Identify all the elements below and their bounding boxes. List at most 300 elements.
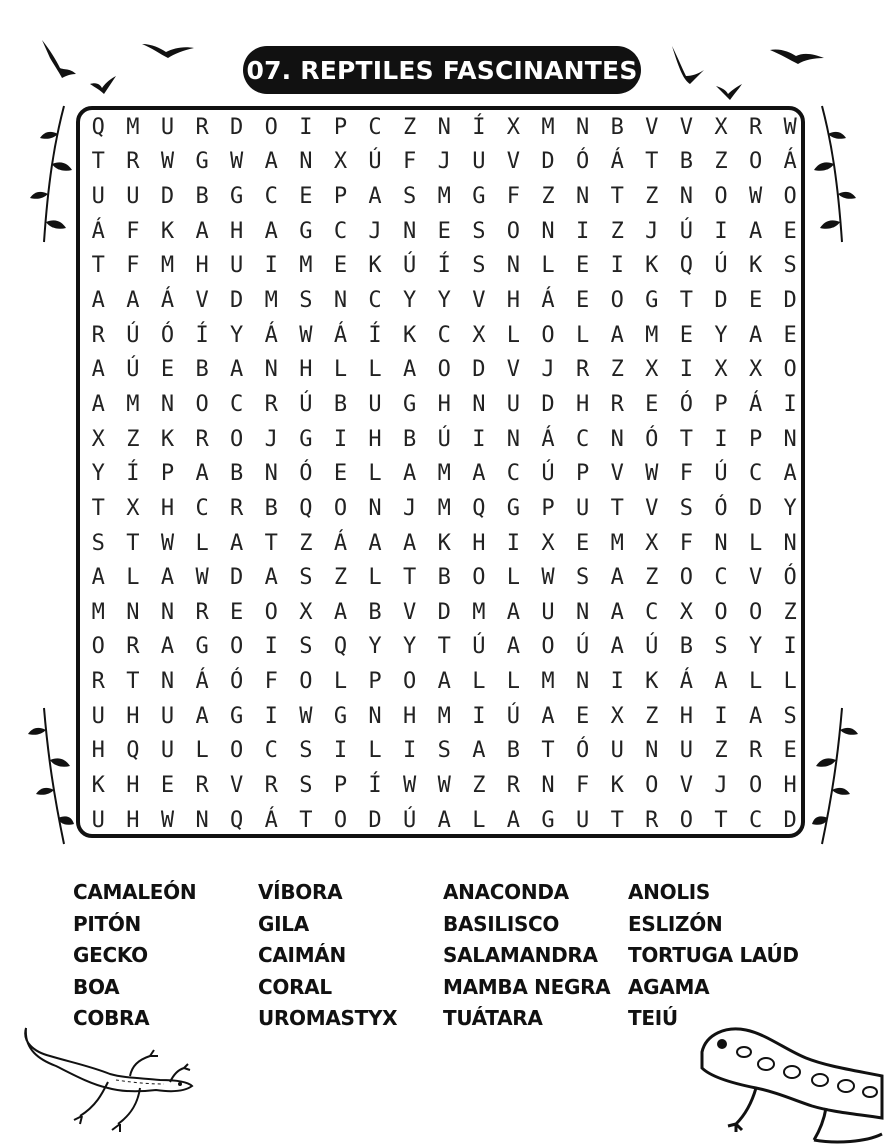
grid-cell[interactable]: O [714, 599, 728, 625]
grid-cell[interactable]: E [783, 322, 797, 348]
grid-cell[interactable]: U [679, 738, 694, 764]
grid-cell[interactable]: N [541, 772, 555, 798]
grid-cell[interactable]: Á [541, 288, 555, 314]
grid-cell[interactable]: F [679, 530, 694, 556]
grid-cell[interactable]: D [368, 807, 382, 833]
grid-cell[interactable]: N [575, 184, 590, 210]
grid-cell[interactable]: X [748, 357, 763, 383]
grid-cell[interactable]: C [264, 738, 278, 764]
grid-cell[interactable]: Q [91, 114, 105, 140]
grid-cell[interactable]: K [645, 253, 659, 279]
grid-cell[interactable]: Ó [575, 149, 590, 175]
grid-cell[interactable]: H [679, 703, 694, 729]
grid-cell[interactable]: K [160, 426, 175, 452]
grid-cell[interactable]: O [264, 599, 278, 625]
grid-cell[interactable]: U [610, 738, 624, 764]
grid-cell[interactable]: P [333, 184, 348, 210]
grid-cell[interactable]: Í [195, 322, 209, 348]
grid-cell[interactable]: I [714, 426, 728, 452]
grid-cell[interactable]: O [610, 288, 624, 314]
grid-cell[interactable]: U [160, 738, 175, 764]
grid-cell[interactable]: R [195, 426, 209, 452]
grid-cell[interactable]: I [610, 253, 624, 279]
grid-cell[interactable]: L [195, 738, 209, 764]
grid-cell[interactable]: L [195, 530, 209, 556]
grid-cell[interactable]: S [783, 703, 797, 729]
grid-cell[interactable]: U [541, 599, 555, 625]
grid-cell[interactable]: N [783, 530, 797, 556]
grid-cell[interactable]: Ú [299, 391, 313, 417]
grid-cell[interactable]: M [610, 530, 624, 556]
grid-cell[interactable]: A [610, 565, 624, 591]
grid-cell[interactable]: D [437, 599, 451, 625]
grid-cell[interactable]: N [541, 218, 555, 244]
grid-cell[interactable]: S [299, 565, 313, 591]
grid-cell[interactable]: N [575, 114, 590, 140]
grid-cell[interactable]: I [575, 218, 590, 244]
grid-cell[interactable]: R [506, 772, 521, 798]
grid-cell[interactable]: A [91, 288, 105, 314]
grid-cell[interactable]: S [472, 218, 486, 244]
grid-cell[interactable]: V [230, 772, 244, 798]
grid-cell[interactable]: W [195, 565, 209, 591]
grid-cell[interactable]: J [264, 426, 278, 452]
grid-cell[interactable]: W [160, 807, 175, 833]
grid-cell[interactable]: Á [264, 322, 278, 348]
grid-cell[interactable]: X [126, 495, 140, 521]
grid-cell[interactable]: K [610, 772, 624, 798]
grid-cell[interactable]: B [230, 461, 244, 487]
grid-cell[interactable]: F [126, 253, 140, 279]
grid-cell[interactable]: R [748, 738, 763, 764]
grid-cell[interactable]: L [126, 565, 140, 591]
grid-cell[interactable]: A [610, 599, 624, 625]
grid-cell[interactable]: P [575, 461, 590, 487]
grid-cell[interactable]: Á [264, 807, 278, 833]
grid-cell[interactable]: L [368, 738, 382, 764]
grid-cell[interactable]: Y [403, 288, 417, 314]
grid-cell[interactable]: N [126, 599, 140, 625]
grid-cell[interactable]: Ú [679, 218, 694, 244]
grid-cell[interactable]: Z [472, 772, 486, 798]
grid-cell[interactable]: R [264, 772, 278, 798]
grid-cell[interactable]: V [679, 114, 694, 140]
grid-cell[interactable]: A [368, 530, 382, 556]
grid-cell[interactable]: R [195, 772, 209, 798]
grid-cell[interactable]: Í [126, 461, 140, 487]
grid-cell[interactable]: K [437, 530, 451, 556]
grid-cell[interactable]: A [195, 218, 209, 244]
grid-cell[interactable]: U [472, 149, 486, 175]
grid-cell[interactable]: H [575, 391, 590, 417]
grid-cell[interactable]: S [299, 738, 313, 764]
grid-cell[interactable]: A [264, 149, 278, 175]
grid-cell[interactable]: P [333, 772, 348, 798]
grid-cell[interactable]: N [160, 599, 175, 625]
grid-cell[interactable]: I [333, 426, 348, 452]
grid-cell[interactable]: Ó [299, 461, 313, 487]
grid-cell[interactable]: U [160, 703, 175, 729]
grid-cell[interactable]: N [610, 426, 624, 452]
grid-cell[interactable]: O [230, 426, 244, 452]
grid-cell[interactable]: D [783, 807, 797, 833]
grid-cell[interactable]: U [126, 184, 140, 210]
grid-cell[interactable]: Ú [714, 253, 728, 279]
grid-cell[interactable]: A [403, 461, 417, 487]
grid-cell[interactable]: Ú [403, 253, 417, 279]
grid-cell[interactable]: K [403, 322, 417, 348]
grid-cell[interactable]: E [575, 288, 590, 314]
grid-cell[interactable]: A [91, 391, 105, 417]
grid-cell[interactable]: Z [714, 149, 728, 175]
grid-cell[interactable]: I [714, 218, 728, 244]
grid-cell[interactable]: Q [299, 495, 313, 521]
grid-cell[interactable]: T [610, 807, 624, 833]
grid-cell[interactable]: L [506, 322, 521, 348]
grid-cell[interactable]: Í [437, 253, 451, 279]
grid-cell[interactable]: C [748, 461, 763, 487]
grid-cell[interactable]: S [91, 530, 105, 556]
grid-cell[interactable]: R [645, 807, 659, 833]
grid-cell[interactable]: I [783, 391, 797, 417]
grid-cell[interactable]: R [91, 669, 105, 695]
grid-cell[interactable]: W [748, 184, 763, 210]
grid-cell[interactable]: R [230, 495, 244, 521]
grid-cell[interactable]: T [714, 807, 728, 833]
grid-cell[interactable]: O [472, 565, 486, 591]
grid-cell[interactable]: C [437, 322, 451, 348]
grid-cell[interactable]: Y [230, 322, 244, 348]
grid-cell[interactable]: E [333, 461, 348, 487]
grid-cell[interactable]: K [748, 253, 763, 279]
grid-cell[interactable]: Q [230, 807, 244, 833]
grid-cell[interactable]: U [506, 391, 521, 417]
grid-cell[interactable]: E [333, 253, 348, 279]
grid-cell[interactable]: F [264, 669, 278, 695]
grid-cell[interactable]: P [748, 426, 763, 452]
grid-cell[interactable]: Ó [160, 322, 175, 348]
grid-cell[interactable]: A [230, 530, 244, 556]
grid-cell[interactable]: H [368, 426, 382, 452]
grid-cell[interactable]: G [195, 634, 209, 660]
grid-cell[interactable]: I [714, 703, 728, 729]
grid-cell[interactable]: C [748, 807, 763, 833]
grid-cell[interactable]: M [160, 253, 175, 279]
grid-cell[interactable]: Ú [126, 357, 140, 383]
grid-cell[interactable]: D [748, 495, 763, 521]
grid-cell[interactable]: U [91, 703, 105, 729]
grid-cell[interactable]: A [748, 322, 763, 348]
grid-cell[interactable]: E [783, 738, 797, 764]
grid-cell[interactable]: V [506, 357, 521, 383]
grid-cell[interactable]: N [575, 599, 590, 625]
grid-cell[interactable]: X [472, 322, 486, 348]
grid-cell[interactable]: O [403, 669, 417, 695]
grid-cell[interactable]: R [748, 114, 763, 140]
grid-cell[interactable]: Ó [575, 738, 590, 764]
grid-cell[interactable]: H [126, 772, 140, 798]
grid-cell[interactable]: L [472, 669, 486, 695]
grid-cell[interactable]: C [333, 218, 348, 244]
grid-cell[interactable]: I [299, 114, 313, 140]
grid-cell[interactable]: H [506, 288, 521, 314]
grid-cell[interactable]: V [645, 114, 659, 140]
grid-cell[interactable]: Ú [472, 634, 486, 660]
grid-cell[interactable]: H [160, 495, 175, 521]
grid-cell[interactable]: B [403, 426, 417, 452]
grid-cell[interactable]: O [783, 184, 797, 210]
letter-grid[interactable] [81, 110, 807, 837]
grid-cell[interactable]: G [645, 288, 659, 314]
grid-cell[interactable]: T [91, 253, 105, 279]
grid-cell[interactable]: B [368, 599, 382, 625]
grid-cell[interactable]: E [299, 184, 313, 210]
grid-cell[interactable]: O [748, 149, 763, 175]
grid-cell[interactable]: Á [748, 391, 763, 417]
grid-cell[interactable]: M [91, 599, 105, 625]
grid-cell[interactable]: X [714, 114, 728, 140]
grid-cell[interactable]: L [541, 253, 555, 279]
grid-cell[interactable]: M [437, 495, 451, 521]
grid-cell[interactable]: A [403, 357, 417, 383]
grid-cell[interactable]: O [748, 772, 763, 798]
grid-cell[interactable]: T [645, 149, 659, 175]
grid-cell[interactable]: O [230, 634, 244, 660]
grid-cell[interactable]: B [264, 495, 278, 521]
grid-cell[interactable]: A [230, 357, 244, 383]
grid-cell[interactable]: Z [541, 184, 555, 210]
grid-cell[interactable]: E [783, 218, 797, 244]
grid-cell[interactable]: G [472, 184, 486, 210]
grid-cell[interactable]: M [126, 114, 140, 140]
grid-cell[interactable]: M [472, 599, 486, 625]
grid-cell[interactable]: A [506, 634, 521, 660]
grid-cell[interactable]: R [195, 599, 209, 625]
grid-cell[interactable]: H [299, 357, 313, 383]
grid-cell[interactable]: O [264, 114, 278, 140]
grid-cell[interactable]: L [506, 669, 521, 695]
grid-cell[interactable]: J [368, 218, 382, 244]
grid-cell[interactable]: N [264, 357, 278, 383]
grid-cell[interactable]: R [126, 634, 140, 660]
grid-cell[interactable]: M [437, 184, 451, 210]
grid-cell[interactable]: N [160, 391, 175, 417]
grid-cell[interactable]: C [506, 461, 521, 487]
grid-cell[interactable]: C [575, 426, 590, 452]
grid-cell[interactable]: A [714, 669, 728, 695]
grid-cell[interactable]: Q [126, 738, 140, 764]
grid-cell[interactable]: G [506, 495, 521, 521]
grid-cell[interactable]: S [299, 634, 313, 660]
grid-cell[interactable]: O [541, 634, 555, 660]
grid-cell[interactable]: E [679, 322, 694, 348]
grid-cell[interactable]: U [230, 253, 244, 279]
grid-cell[interactable]: B [679, 149, 694, 175]
grid-cell[interactable]: A [195, 703, 209, 729]
grid-cell[interactable]: B [506, 738, 521, 764]
grid-cell[interactable]: H [472, 530, 486, 556]
grid-cell[interactable]: A [783, 461, 797, 487]
grid-cell[interactable]: P [160, 461, 175, 487]
grid-cell[interactable]: O [299, 669, 313, 695]
grid-cell[interactable]: H [783, 772, 797, 798]
grid-cell[interactable]: D [541, 149, 555, 175]
grid-cell[interactable]: Y [748, 634, 763, 660]
grid-cell[interactable]: N [368, 703, 382, 729]
grid-cell[interactable]: L [783, 669, 797, 695]
grid-cell[interactable]: P [714, 391, 728, 417]
grid-cell[interactable]: W [645, 461, 659, 487]
grid-cell[interactable]: W [403, 772, 417, 798]
grid-cell[interactable]: R [610, 391, 624, 417]
grid-cell[interactable]: A [748, 703, 763, 729]
grid-cell[interactable]: N [437, 114, 451, 140]
grid-cell[interactable]: F [575, 772, 590, 798]
grid-cell[interactable]: K [645, 669, 659, 695]
grid-cell[interactable]: A [91, 565, 105, 591]
grid-cell[interactable]: Y [783, 495, 797, 521]
grid-cell[interactable]: L [748, 669, 763, 695]
grid-cell[interactable]: X [541, 530, 555, 556]
grid-cell[interactable]: J [541, 357, 555, 383]
grid-cell[interactable]: L [333, 357, 348, 383]
grid-cell[interactable]: L [368, 357, 382, 383]
grid-cell[interactable]: J [645, 218, 659, 244]
grid-cell[interactable]: F [403, 149, 417, 175]
grid-cell[interactable]: A [748, 218, 763, 244]
grid-cell[interactable]: E [575, 530, 590, 556]
grid-cell[interactable]: I [264, 703, 278, 729]
grid-cell[interactable]: C [195, 495, 209, 521]
grid-cell[interactable]: X [506, 114, 521, 140]
grid-cell[interactable]: A [610, 634, 624, 660]
grid-cell[interactable]: I [783, 634, 797, 660]
grid-cell[interactable]: H [230, 218, 244, 244]
grid-cell[interactable]: Ú [126, 322, 140, 348]
grid-cell[interactable]: A [403, 530, 417, 556]
grid-cell[interactable]: A [541, 703, 555, 729]
grid-cell[interactable]: W [230, 149, 244, 175]
grid-cell[interactable]: F [126, 218, 140, 244]
grid-cell[interactable]: L [333, 669, 348, 695]
grid-cell[interactable]: Ú [714, 461, 728, 487]
grid-cell[interactable]: T [91, 149, 105, 175]
grid-cell[interactable]: G [333, 703, 348, 729]
grid-cell[interactable]: W [160, 149, 175, 175]
grid-cell[interactable]: Y [368, 634, 382, 660]
grid-cell[interactable]: N [506, 426, 521, 452]
grid-cell[interactable]: Y [437, 288, 451, 314]
grid-cell[interactable]: M [437, 461, 451, 487]
grid-cell[interactable]: X [714, 357, 728, 383]
grid-cell[interactable]: A [333, 599, 348, 625]
grid-cell[interactable]: A [160, 565, 175, 591]
grid-cell[interactable]: U [160, 114, 175, 140]
grid-cell[interactable]: A [506, 599, 521, 625]
grid-cell[interactable]: V [679, 772, 694, 798]
grid-cell[interactable]: G [230, 703, 244, 729]
grid-cell[interactable]: Z [610, 218, 624, 244]
grid-cell[interactable]: T [126, 530, 140, 556]
grid-cell[interactable]: U [91, 807, 105, 833]
grid-cell[interactable]: O [679, 807, 694, 833]
grid-cell[interactable]: O [506, 218, 521, 244]
grid-cell[interactable]: D [230, 114, 244, 140]
grid-cell[interactable]: D [230, 288, 244, 314]
grid-cell[interactable]: S [299, 288, 313, 314]
grid-cell[interactable]: A [472, 461, 486, 487]
grid-cell[interactable]: Z [645, 703, 659, 729]
grid-cell[interactable]: W [783, 114, 797, 140]
grid-cell[interactable]: S [437, 738, 451, 764]
grid-cell[interactable]: H [195, 253, 209, 279]
grid-cell[interactable]: W [437, 772, 451, 798]
grid-cell[interactable]: R [126, 149, 140, 175]
grid-cell[interactable]: S [714, 634, 728, 660]
grid-cell[interactable]: T [679, 288, 694, 314]
grid-cell[interactable]: L [368, 565, 382, 591]
grid-cell[interactable]: K [91, 772, 105, 798]
grid-cell[interactable]: Á [679, 669, 694, 695]
grid-cell[interactable]: Ó [714, 495, 728, 521]
grid-cell[interactable]: Ú [541, 461, 555, 487]
grid-cell[interactable]: D [783, 288, 797, 314]
grid-cell[interactable]: Z [333, 565, 348, 591]
grid-cell[interactable]: D [714, 288, 728, 314]
grid-cell[interactable]: G [299, 218, 313, 244]
grid-cell[interactable]: A [437, 807, 451, 833]
grid-cell[interactable]: H [91, 738, 105, 764]
grid-cell[interactable]: H [126, 807, 140, 833]
grid-cell[interactable]: W [541, 565, 555, 591]
grid-cell[interactable]: Ú [368, 149, 382, 175]
grid-cell[interactable]: E [160, 357, 175, 383]
grid-cell[interactable]: D [472, 357, 486, 383]
grid-cell[interactable]: I [264, 634, 278, 660]
grid-cell[interactable]: O [437, 357, 451, 383]
grid-cell[interactable]: L [575, 322, 590, 348]
grid-cell[interactable]: Ú [645, 634, 659, 660]
grid-cell[interactable]: O [333, 807, 348, 833]
grid-cell[interactable]: U [91, 184, 105, 210]
grid-cell[interactable]: Ú [575, 634, 590, 660]
grid-cell[interactable]: V [403, 599, 417, 625]
grid-cell[interactable]: V [472, 288, 486, 314]
grid-cell[interactable]: Z [403, 114, 417, 140]
grid-cell[interactable]: H [437, 391, 451, 417]
grid-cell[interactable]: C [645, 599, 659, 625]
grid-cell[interactable]: M [541, 669, 555, 695]
grid-cell[interactable]: T [679, 426, 694, 452]
grid-cell[interactable]: H [126, 703, 140, 729]
grid-cell[interactable]: T [403, 565, 417, 591]
grid-cell[interactable]: I [403, 738, 417, 764]
grid-cell[interactable]: S [403, 184, 417, 210]
grid-cell[interactable]: Y [91, 461, 105, 487]
grid-cell[interactable]: I [333, 738, 348, 764]
grid-cell[interactable]: C [714, 565, 728, 591]
grid-cell[interactable]: M [437, 703, 451, 729]
grid-cell[interactable]: G [195, 149, 209, 175]
grid-cell[interactable]: N [783, 426, 797, 452]
grid-cell[interactable]: P [333, 114, 348, 140]
grid-cell[interactable]: I [679, 357, 694, 383]
grid-cell[interactable]: Ó [679, 391, 694, 417]
grid-cell[interactable]: N [714, 530, 728, 556]
grid-cell[interactable]: G [541, 807, 555, 833]
grid-cell[interactable]: I [610, 669, 624, 695]
grid-cell[interactable]: Z [645, 184, 659, 210]
